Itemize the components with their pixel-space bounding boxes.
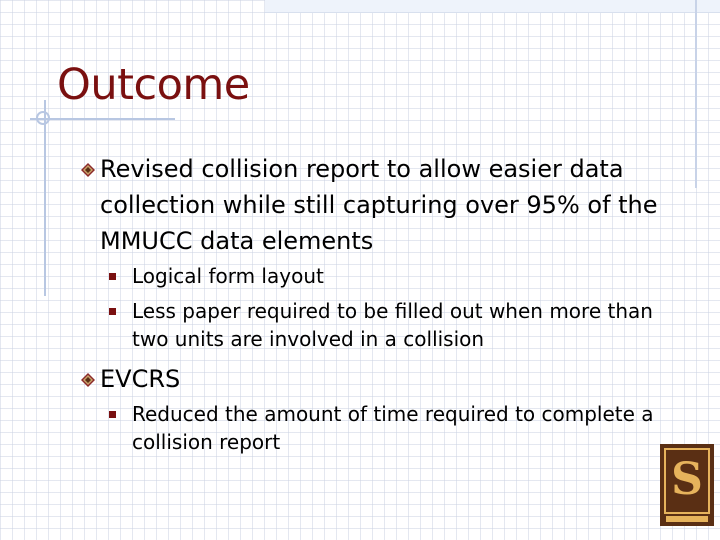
logo-icon [660, 444, 714, 526]
sub-bullet-logical-form-layout [132, 262, 672, 290]
logo-base [666, 516, 708, 522]
square-bullet-icon [109, 411, 116, 418]
sub-bullet-text: Reduced the amount of time required to complete a collision report [132, 402, 654, 454]
square-bullet-icon [109, 308, 116, 315]
sub-bullet-text: Less paper required to be filled out when more than two units are involved in a collision [132, 299, 653, 351]
sub-bullet-reduced-time [132, 400, 672, 456]
bullet-text: EVCRS [100, 365, 181, 393]
square-bullet-icon [109, 273, 116, 280]
diamond-icon [80, 162, 96, 178]
logo-emblem: S [671, 454, 703, 505]
bullet-evcrs [100, 361, 660, 397]
sub-bullet-text: Logical form layout [132, 264, 324, 288]
diamond-icon [80, 372, 96, 388]
bullet-revised-collision-report [100, 151, 660, 259]
sub-bullet-less-paper [132, 297, 672, 353]
slide-title: Outcome [57, 60, 250, 110]
bullet-text: Revised collision report to allow easier data collection while still capturing over 95% of the MMUCC data elements [100, 155, 658, 255]
